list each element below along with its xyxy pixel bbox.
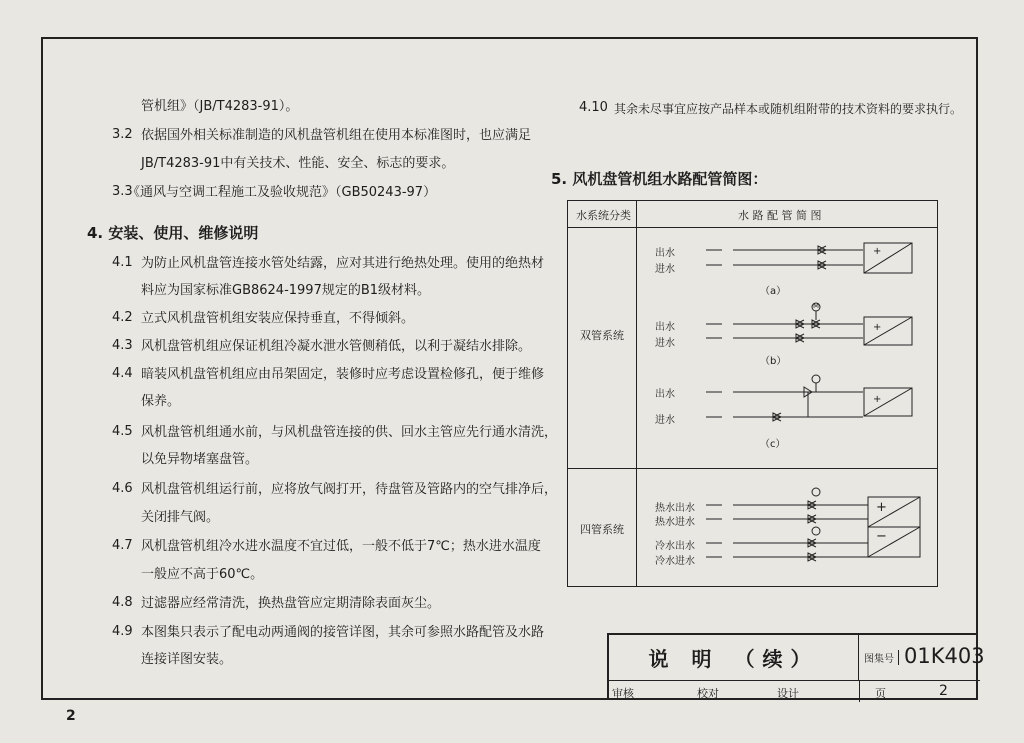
label-hot-outlet: 热水出水 [655, 503, 695, 514]
item-line: 保养。 [141, 394, 181, 409]
plus-sign: + [873, 246, 882, 257]
item-number: 4.6 [112, 481, 133, 496]
atlas-label: 图集号 [864, 650, 899, 665]
caption-b: （b） [760, 356, 787, 367]
item-number: 3.2 [112, 127, 133, 142]
item-line: 风机盘管机组运行前，应将放气阀打开，待盘管及管路内的空气排净后， [141, 482, 558, 497]
header-piping-diagram: 水 路 配 管 简 图 [738, 209, 822, 222]
item-line: 关闭排气阀。 [141, 510, 220, 525]
item-line: 暗装风机盘管机组应由吊架固定，装修时应考虑设置检修孔，便于维修 [141, 367, 545, 382]
plus-sign: + [876, 500, 887, 515]
caption-c: （c） [760, 439, 786, 450]
plus-sign: + [873, 394, 882, 405]
section-heading-4: 4. 安装、使用、维修说明 [87, 224, 259, 242]
item-line: 风机盘管机组应保证机组冷凝水泄水管侧稍低，以利于凝结水排除。 [141, 339, 532, 354]
item-number: 4.3 [112, 338, 133, 353]
sheet-title: 说 明 （续） [609, 635, 859, 681]
design-label: 设计 [777, 687, 799, 700]
section-heading-5: 5. 风机盘管机组水路配管简图： [551, 170, 768, 188]
label-cold-inlet: 冷水进水 [655, 556, 695, 567]
minus-sign: − [876, 529, 887, 544]
label-hot-inlet: 热水进水 [655, 517, 695, 528]
atlas-number: 01K403 [904, 644, 985, 668]
header-system-type: 水系统分类 [576, 209, 631, 222]
page-label: 页 [875, 687, 886, 700]
continued-line: 管机组》（JB/T4283-91）。 [141, 99, 299, 114]
plus-sign: + [873, 322, 882, 333]
item-number: 4.9 [112, 624, 133, 639]
item-line: 以免异物堵塞盘管。 [141, 452, 259, 467]
label-outlet: 出水 [655, 322, 675, 333]
title-block [607, 633, 985, 700]
atlas-cell [859, 635, 985, 681]
item-line: 《通风与空调工程施工及验收规范》（GB50243-97） [127, 185, 437, 200]
item-line: 过滤器应经常清洗，换热盘管应定期清除表面灰尘。 [141, 596, 441, 611]
label-inlet: 进水 [655, 338, 675, 349]
item-line: 风机盘管机组通水前，与风机盘管连接的供、回水主管应先行通水清洗， [141, 425, 558, 440]
page-number-cell: 2 [939, 683, 948, 699]
review-label: 审核 [612, 687, 634, 700]
item-number: 4.7 [112, 538, 133, 553]
check-label: 校对 [697, 687, 719, 700]
item-number: 4.1 [112, 255, 133, 270]
item-line: 立式风机盘管机组安装应保持垂直，不得倾斜。 [141, 311, 415, 326]
label-inlet: 进水 [655, 264, 675, 275]
item-line: 料应为国家标准GB8624-1997规定的B1级材料。 [141, 283, 431, 298]
item-line: 为防止风机盘管连接水管处结露，应对其进行绝热处理。使用的绝热材 [141, 256, 545, 271]
item-line: 依据国外相关标准制造的风机盘管机组在使用本标准图时，也应满足 [141, 128, 532, 143]
label-two-pipe-system: 双管系统 [580, 329, 624, 342]
label-outlet: 出水 [655, 389, 675, 400]
item-line: 连接详图安装。 [141, 652, 233, 667]
item-line: 其余未尽事宜应按产品样本或随机组附带的技术资料的要求执行。 [614, 102, 963, 116]
item-line: 本图集只表示了配电动两通阀的接管详图，其余可参照水路配管及水路 [141, 625, 545, 640]
caption-a: （a） [760, 286, 787, 297]
page-number: 2 [66, 708, 76, 724]
item-number: 4.2 [112, 310, 133, 325]
item-line: JB/T4283-91中有关技术、性能、安全、标志的要求。 [141, 156, 455, 171]
label-inlet: 进水 [655, 415, 675, 426]
item-number: 3.3 [112, 184, 133, 199]
item-number: 4.10 [579, 100, 608, 115]
motor-label: M [813, 302, 820, 310]
label-cold-outlet: 冷水出水 [655, 541, 695, 552]
item-number: 4.8 [112, 595, 133, 610]
item-line: 风机盘管机组冷水进水温度不宜过低，一般不低于7℃；热水进水温度 [141, 539, 541, 554]
cell-divider [859, 681, 860, 702]
item-number: 4.4 [112, 366, 133, 381]
label-four-pipe-system: 四管系统 [580, 523, 624, 536]
item-number: 4.5 [112, 424, 133, 439]
piping-diagram-table [567, 200, 938, 587]
item-line: 一般应不高于60℃。 [141, 567, 264, 582]
label-outlet: 出水 [655, 248, 675, 259]
